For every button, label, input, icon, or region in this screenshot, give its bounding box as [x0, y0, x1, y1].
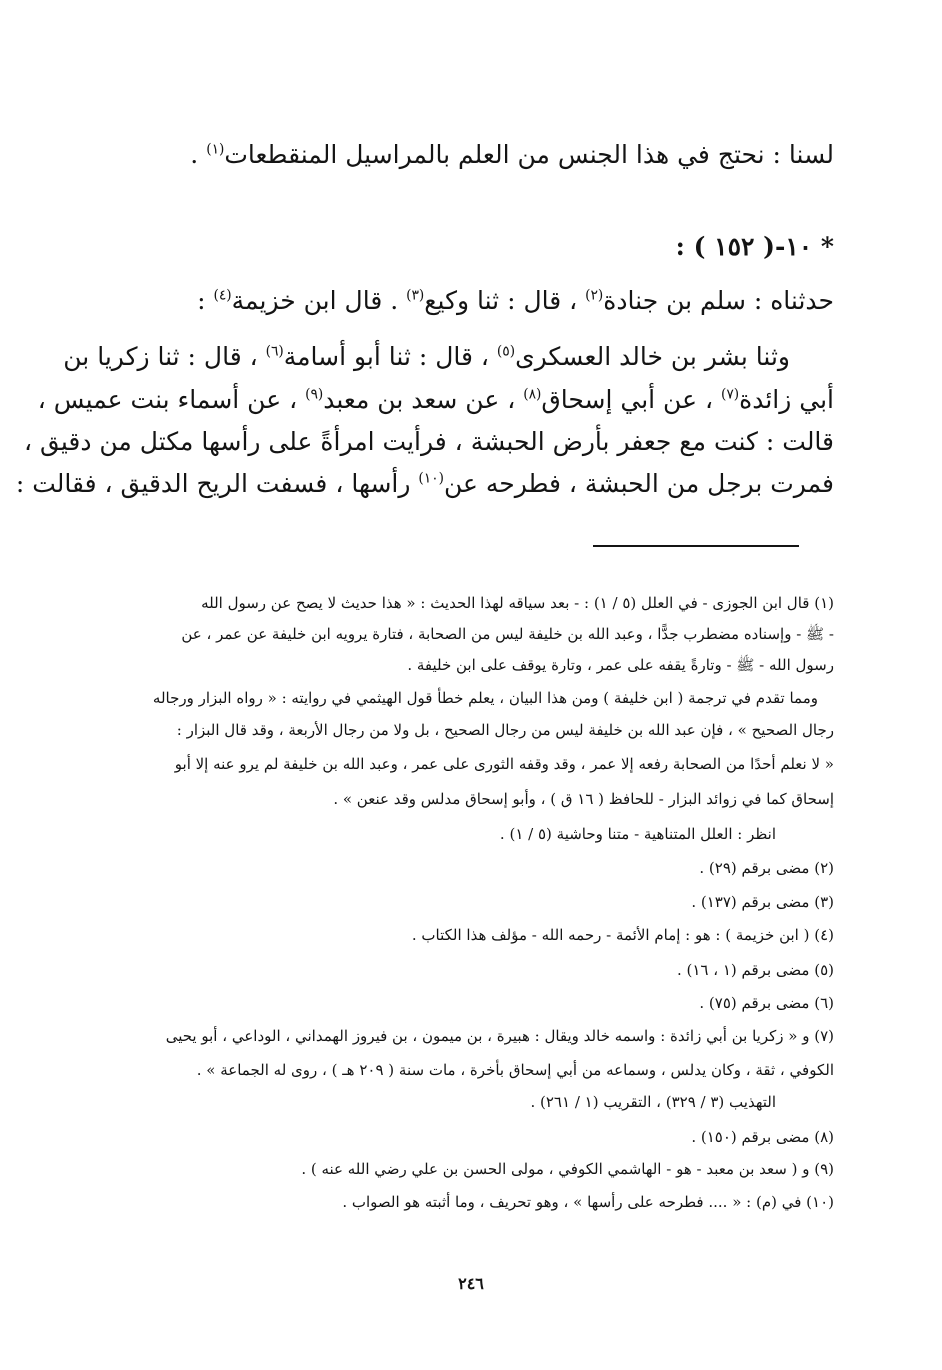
text-line-4: وثنا بشر بن خالد العسكرى$^{(٥)}$ ، قال : ثنا أبو أسامة$^{(٦)}$ ، قال : ثنا زكريا بن [63, 342, 790, 371]
text-line-3: حدثناه : سلم بن جنادة$^{(٢)}$ ، قال : ثنا وكيع$^{(٣)}$ . قال ابن خزيمة$^{(٤)}$ : [197, 286, 834, 315]
footnote-line: (٩) و ( سعد بن معبد - هو - الهاشمي الكوفي ، مولى الحسن بن علي رضي الله عنه ) . [301, 1160, 834, 1178]
footnote-line: « لا نعلم أحدًا من الصحابة رفعه إلا عمر ، وقد وقفه الثورى على عمر ، وعبد الله بن خليفة لم يرو عنه إلا أبو [174, 755, 834, 773]
footnote-ref-8[interactable]: (٨) [523, 386, 542, 403]
hadith-number: * ١٠-( ١٥٢ ) : [675, 232, 834, 261]
footnote-line: - ﷺ - وإسناده مضطرب جدًّا ، وعبد الله بن خليفة ليس من الصحابة ، فتارة يرويه ابن خليفة عن عمر ، عن [181, 625, 834, 643]
text-line-6: قالت : كنت مع جعفر بأرض الحبشة ، فرأيت امرأةً على رأسها مكتل من دقيق ، [23, 427, 834, 456]
footnote-line: (٢) مضى برقم (٢٩) . [699, 859, 834, 877]
footnote-ref-5[interactable]: (٥) [496, 343, 516, 360]
footnote-line: ومما تقدم في ترجمة ( ابن خليفة ) ومن هذا البيان ، يعلم خطأ قول الهيثمي في روايته : « رواه البزار ورجاله [152, 689, 818, 707]
footnote-ref-3[interactable]: (٣) [406, 287, 425, 304]
footnote-ref-4[interactable]: (٤) [213, 287, 232, 304]
footnote-line: التهذيب (٣ / ٣٢٩) ، التقريب (١ / ٢٦١) . [530, 1093, 776, 1111]
footnote-line: (٧) و « زكريا بن أبي زائدة : واسمه خالد ويقال : هبيرة ، بن ميمون ، بن فيروز الهمداني ، الوداعي ، أبو يحيى [165, 1027, 834, 1045]
footnote-ref-6[interactable]: (٦) [265, 343, 284, 360]
footnote-line: (٤) ( ابن خزيمة ) : هو : إمام الأئمة - رحمه الله - مؤلف هذا الكتاب . [411, 926, 834, 944]
footnote-line: الكوفي ، ثقة ، وكان يدلس ، وسماعه من أبي إسحاق بأخرة ، مات سنة ( ٢٠٩ هـ ) ، روى له الجماعة » . [196, 1061, 834, 1079]
text-line-5: أبي زائدة$^{(٧)}$ ، عن أبي إسحاق$^{(٨)}$ ، عن سعد بن معبد$^{(٩)}$ ، عن أسماء بنت عميس ، [37, 385, 834, 414]
footnote-ref-1[interactable]: (١) [206, 141, 225, 158]
page-number: ٢٤٦ [458, 1274, 484, 1293]
text-line-1: لسنا : نحتج في هذا الجنس من العلم بالمراسيل المنقطعات$^{(١)}$ . [190, 140, 834, 169]
footnote-ref-7[interactable]: (٧) [720, 386, 740, 403]
footnote-line: رجال الصحيح » ، فإن عبد الله بن خليفة ليس من رجال الصحيح ، بل ولا من رجال الأربعة ، وقد قال البزار : [176, 721, 834, 739]
footnote-ref-10[interactable]: (١٠) [418, 470, 444, 487]
footnote-line: (١) قال ابن الجوزى - في العلل (٥ / ١) : - بعد سياقه لهذا الحديث : « هذا حديث لا يصح عن رسول الله [201, 594, 834, 612]
footnote-line: (٥) مضى برقم (١ ، ١٦) . [676, 961, 834, 979]
footnote-line: رسول الله - ﷺ - وتارةً يقفه على عمر ، وتارة يوقف على ابن خليفة . [407, 656, 834, 674]
footnote-line: إسحاق كما في زوائد البزار - للحافظ ( ١٦ ق ) ، وأبو إسحاق مدلس وقد عنعن » . [333, 790, 834, 808]
footnote-line: (٦) مضى برقم (٧٥) . [699, 994, 834, 1012]
footnote-line: (٣) مضى برقم (١٣٧) . [691, 893, 834, 911]
footnote-ref-9[interactable]: (٩) [305, 386, 324, 403]
footnote-divider [593, 545, 799, 547]
footnote-line: (٨) مضى برقم (١٥٠) . [691, 1128, 834, 1146]
footnote-line: انظر : العلل المتناهية - متنا وحاشية (٥ / ١) . [499, 825, 776, 843]
text-line-7: فمرت برجل من الحبشة ، فطرحه عن$^{(١٠)}$ رأسها ، فسفت الريح الدقيق ، فقالت : [15, 469, 834, 498]
footnote-ref-2[interactable]: (٢) [585, 287, 604, 304]
footnote-line: (١٠) في (م) : « .... فطرحه على رأسها » ، وهو تحريف ، وما أثبته هو الصواب . [342, 1193, 834, 1211]
